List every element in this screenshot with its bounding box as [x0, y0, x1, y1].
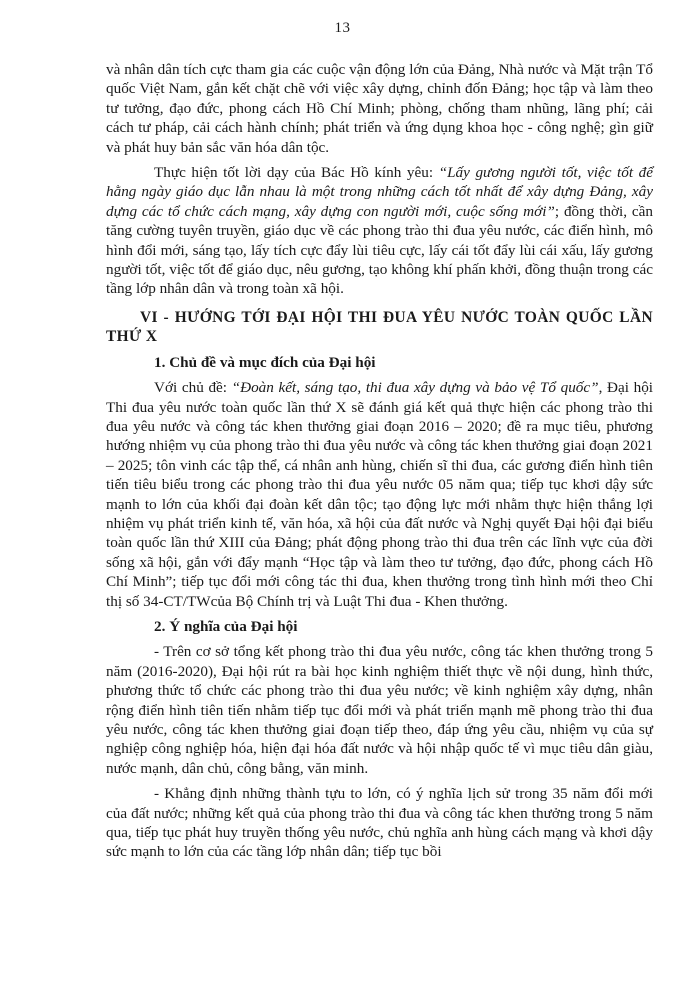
paragraph-theme: [106, 378, 653, 611]
document-body: [106, 60, 653, 862]
paragraph-ho-chi-minh-teaching: [106, 163, 653, 299]
page-number: 13: [334, 20, 351, 36]
paragraph-significance-1: - Trên cơ sở tổng kết phong trào thi đua yêu nước, công tác khen thưởng trong 5 năm (2016-2020), Đại hội rút ra bài học kinh nghiệm thiết thực về nội dung, hình thức, phương thức tổ chức các phong trào thi đua yêu nước; về kinh nghiệm xây dựng, nhân rộng điển hình tiên tiến nhằm tiếp tục đổi mới và phát triển mạnh mẽ phong trào thi đua yêu nước, công tác khen thưởng giai đoạn tiếp theo, đáp ứng yêu cầu, nhiệm vụ của sự nghiệp công nghiệp hóa, hiện đại hóa đất nước và hội nhập quốc tế vì mục tiêu dân giàu, nước mạnh, dân chủ, công bằng, văn minh.: [106, 643, 653, 777]
paragraph-rest: ; đồng thời, cần tăng cường tuyên truyền, giáo dục về các phong trào thi đua yêu nước, các điển hình, mô hình đổi mới, sáng tạo, lấy tích cực đẩy lùi tiêu cực, lấy cái tốt đẩy lùi cái xấu, lấy gương người tốt, việc tốt để giáo dục, nêu gương, tạo không khí phấn khởi, đồng thuận trong các tầng lớp nhân dân và trong toàn xã hội.: [106, 202, 653, 298]
subsection-heading-significance: 2. Ý nghĩa của Đại hội: [154, 617, 298, 635]
subsection-heading-theme: 1. Chủ đề và mục đích của Đại hội: [154, 353, 376, 371]
section-heading: VI - HƯỚNG TỚI ĐẠI HỘI THI ĐUA YÊU NƯỚC TOÀN QUỐC LẦN THỨ X: [106, 308, 653, 346]
paragraph-lead: Với chủ đề:: [154, 379, 232, 397]
paragraph-rest: , Đại hội Thi đua yêu nước toàn quốc lần thứ X sẽ đánh giá kết quả thực hiện các phong trào thi đua yêu nước và công tác khen thưởng giai đoạn 2016 – 2020; đề ra mục tiêu, phương hướng nhiệm vụ của phong trào thi đua yêu nước và công tác khen thưởng giai đoạn 2021 – 2025; tôn vinh các tập thể, cá nhân anh hùng, chiến sĩ thi đua, các gương điển hình tiên tiến tiêu biểu trong các phong trào thi đua yêu nước 05 năm qua; tiếp tục khơi dậy sức mạnh to lớn của khối đại đoàn kết dân tộc; tạo động lực mới nhằm thực hiện thắng lợi nhiệm vụ phát triển kinh tế, văn hóa, xã hội của đất nước và Nghị quyết Đại hội đại biểu toàn quốc lần thứ XIII của Đảng; phát động phong trào thi đua trên các lĩnh vực của đời sống xã hội, gắn với đẩy mạnh “Học tập và làm theo tư tưởng, đạo đức, phong cách Hồ Chí Minh”; tiếp tục đổi mới công tác thi đua, khen thưởng trong tình hình mới theo Chỉ thị số 34-CT/TWcủa Bộ Chính trị và Luật Thi đua - Khen thưởng.: [106, 379, 654, 610]
quotation: “Lấy gương người tốt, việc tốt để hằng ngày giáo dục lẫn nhau là một trong những cách tốt nhất để xây dựng Đảng, xây dựng các tổ chức cách mạng, xây dựng con người mới, cuộc sống mới”: [106, 164, 653, 220]
paragraph-significance-2: - Khẳng định những thành tựu to lớn, có ý nghĩa lịch sử trong 35 năm đổi mới của đất nước; những kết quả của phong trào thi đua và công tác khen thưởng trong 5 năm qua, tiếp tục phát huy truyền thống yêu nước, chủ nghĩa anh hùng cách mạng và khơi dậy sức mạnh to lớn của các tầng lớp nhân dân; tiếp tục bồi: [106, 785, 653, 861]
paragraph-lead: Thực hiện tốt lời dạy của Bác Hồ kính yêu:: [154, 164, 439, 182]
paragraph-continuation: và nhân dân tích cực tham gia các cuộc vận động lớn của Đảng, Nhà nước và Mặt trận Tổ quốc Việt Nam, gắn kết chặt chẽ với việc xây dựng, chỉnh đốn Đảng; học tập và làm theo tư tưởng, đạo đức, phong cách Hồ Chí Minh; phòng, chống tham nhũng, lãng phí; cải cách tư pháp, cải cách hành chính; phát triển và ứng dụng khoa học - công nghệ; gìn giữ và phát huy bản sắc văn hóa dân tộc.: [106, 61, 653, 156]
theme-quotation: “Đoàn kết, sáng tạo, thi đua xây dựng và bảo vệ Tổ quốc”: [231, 379, 599, 397]
